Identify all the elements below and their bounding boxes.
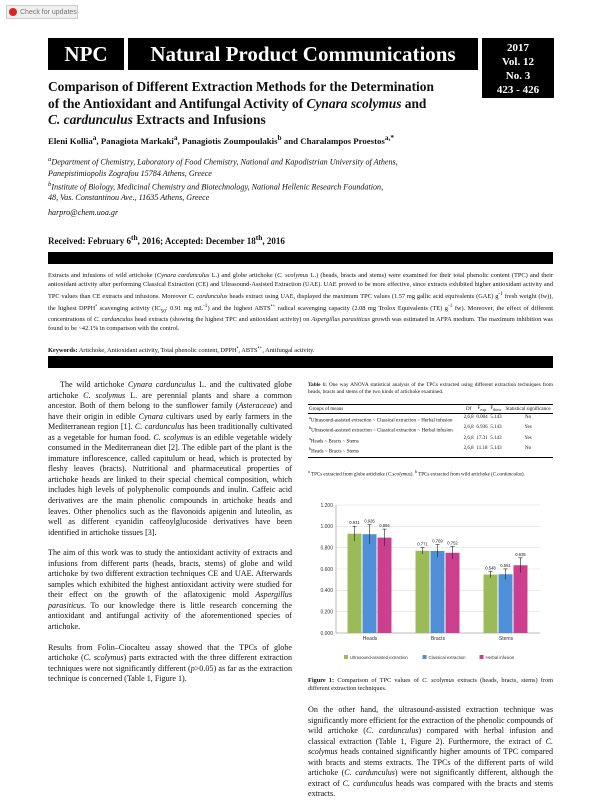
issue-volume: Vol. 12 [502,56,534,68]
y-tick-label: 0.200 [320,609,333,616]
table1-caption: Table 1: One way ANOVA statistical analysis of the TPCs extracted using different extraction techniques from heads, bracts and stems of the two kinds of artichoke examined. [308,382,553,395]
paragraph-comparison: On the other hand, the ultrasound-assisted extraction technique was significantly more efficient for the extraction of the phenolic compounds of wild artichoke (C. cardunculus) compared with herbal infusion and classical extraction (Table 1, Figure 2). Furthermore, the extract of C. scolymus heads contained significantly higher amounts of TPC compared with bracts and stems extracts. The TPCs of the different parts of wild artichoke (C. cardunculus) were not significantly different, although the extract of C. cardunculus heads was compared with the bracts and stems extracts. [308,705,553,799]
data-label: 0.894 [379,523,390,529]
npc-logo: NPC [48,38,124,70]
y-tick-label: 0.800 [320,545,333,552]
x-tick-label: Heads [362,636,378,642]
table1-header: $F_{theor}$ [490,406,502,412]
issue-pages: 423 - 426 [496,84,540,96]
figure1-caption: Figure 1: Comparison of TPC values of C. scolymus extracts (heads, bracts, stems) from different extraction techniques. [308,677,554,692]
journal-name: Natural Product Communications [128,38,478,70]
paragraph-intro: The wild artichoke Cynara cardunculus L. and the cultivated globe artichoke C. scolymus L. are perennial plants and share a common ancestor. Both of them belong to the sunflower family (Asteraceae) and have their origin in edible Cynara cultivars used by early farmers in the Mediterranean region [1]. C. cardunculus has been traditionally cultivated as a vegetable for human food. C. scolymus is an edible vegetable widely consumed in the Mediterranean diet [2]. The edible part of the plant is the immature inflorescence, called capitulum or head, which is protected by fleshy leaves (bracts). Nutritional and pharmaceutical properties of artichoke heads are linked to their special chemical composition, which includes high levels of polyphenolic compounds and inulin. Caffeic acid derivatives are the main phenolic compounds in artichoke heads and leaves. Other phenolics such as the flavonoids apigenin and luteolin, as well as different cyanidin caffeoylglucoside derivatives have been identified in artichoke tissues [3]. [48,380,293,537]
y-tick-label: 0.000 [320,630,333,637]
y-tick-label: 0.400 [320,588,333,595]
table1-header: Df [462,405,475,414]
issue-year: 2017 [507,42,529,54]
y-tick-label: 1.000 [320,524,333,531]
data-label: 0.926 [364,518,375,524]
y-tick-label: 0.600 [320,566,333,573]
body-right-column [308,705,553,800]
issue-number: No. 3 [505,70,531,82]
data-label: 0.771 [417,541,428,547]
paragraph-results: Results from Folin–Ciocalteu assay showed that the TPCs of globe artichoke (C. scolymus) parts extracted with the three different extraction techniques were not significantly different (p>0.05) as far as the extraction technique is concerned (Table 1, Figure 1). [48,642,292,684]
legend-label: Ultrasound-assisted extraction [350,655,408,660]
abstract-top-rule [48,252,553,264]
bar [484,575,498,633]
bar [348,534,362,633]
data-label: 0.635 [515,551,526,557]
paragraph-aim: The aim of this work was to study the antioxidant activity of extracts and infusions from different parts (heads, bracts, stems) of globe and wild artichoke by two different extraction techniques CE and UAE. Afterwards samples which exhibited the highest antioxidant activity were studied for their effect on the growth of the aflatoxigenic mold Aspergillus parasiticus. To our knowledge there is little research concerning the antioxidant and antifungal activity of the aforementioned species of artichoke. [48,548,292,632]
contact-email[interactable]: harpro@chem.uoa.gr [48,208,119,217]
table1 [308,404,553,458]
x-tick-label: Stems [498,636,514,642]
table-row: $^a$Ultrasound-assisted extraction ~ Classical extraction ~ Herbal infusion 2,6,8 0.004 5.143 No [309,414,532,424]
bar [416,551,430,633]
check-for-updates-badge[interactable]: Check for updates [6,5,78,19]
data-label: 0.752 [447,540,458,546]
table-row: $^b$Heads ~ Bracts ~ Stems 2,6,8 11.18 5.143 No [308,446,553,457]
bar [378,538,392,633]
bar [514,565,528,633]
bar [499,574,513,633]
issue-info [482,38,554,98]
abstract: Extracts and infusions of wild artichoke (Cynara cardunculus L.) and globe artichoke (C. scolymus L.) (heads, bracts and stems) were examined for their total phenolic content (TPC) and their antioxidant activity after performing Classical Extraction (CE) and Ultrasound-Assisted Extraction (UAE). UAE proved to be more effective, since extracts exhibited higher antioxidant activity and TPC values than CE extracts and infusions. Moreover C. cardunculus heads extract using UAE, displayed the maximum TPC values (1.57 mg gallic acid equivalents (GAE) $g^{-1}$ fresh weight (fw)), the highest DPPH• scavenging activity ($IC_{50}$: 0.91 mg $mL^{-1}$) and the highest ABTS•+ radical scavenging capacity (2.08 mg Trolox Equivalents (TE) $g^{-1}$ fw). Moreover, the effect of different concentrations of C. cardunculus head extracts (showing the highest TPC and antioxidant activity) on Aspergillus parasiticus growth was estimated in AFPA medium. The maximum inhibition was found to be ~42.1% in comparison with the control. [48,272,554,333]
keywords: Keywords: Artichoke, Antioxidant activity, Total phenolic content, DPPH•, ABTS•+, Antifungal activity. [48,345,315,355]
abstract-bottom-rule [48,356,553,368]
legend-swatch [423,655,427,659]
legend-swatch [480,655,484,659]
table1-header: Groups of means [308,405,462,414]
data-label: 0.551 [500,562,511,568]
bar [363,534,377,633]
x-tick-label: Bracts [430,636,446,642]
article-title: Comparison of Different Extraction Methods for the Determination of the Antioxidant and Antifungal Activity of Cynara scolymus and C. cardunculus Extracts and Infusions [48,79,434,127]
table-row: $^b$Ultrasound-assisted extraction ~ Classical extraction ~ Herbal infusion 2,6,8 6.936 5.143 Yes [309,425,532,434]
author-list: Eleni Kollia$^a$, Panagiota Markaki$^a$, Panagiotis Zoumpoulakis$^b$ and Charalampos Proestos$^{a,*}$ [48,133,395,146]
legend-label: Classical extraction [428,655,466,660]
bar [431,551,445,633]
figure1-chart [308,493,553,675]
update-icon [9,8,17,16]
body-left-column [48,380,292,695]
legend-swatch [344,655,348,659]
table1-header: $F_{exp}$ [475,405,489,414]
data-label: 0.769 [432,538,443,544]
bar [446,553,460,633]
legend-label: Herbal infusion [485,655,515,660]
received-dates: Received: February 6th, 2016; Accepted: December 18th, 2016 [48,233,285,246]
data-label: 0.548 [485,565,496,571]
table1-footnote: $^a$ TPCs extracted from globe artichoke (C.scolymus). $^b$ TPCs extracted from wild artichoke (C.cardunculus). [308,469,525,478]
y-tick-label: 1.200 [320,502,333,509]
table-row: $^a$Heads ~ Bracts ~ Stems 2,6,8 17.31 5.143 Yes [309,435,532,445]
affiliations: $^a$Department of Chemistry, Laboratory of Food Chemistry, National and Kapodistrian University of Athens, Panepistimiopolis Zografou 15784 Athens, Greece $^b$Institute of Biology, Medicinal Chemistry and Biotechnology, National Hellenic Research Foundation, 48, Vas. Constantinou Ave., 11635 Athens, Greece [48,156,398,203]
table1-header: Statistical significance [503,405,553,414]
data-label: 0.931 [349,520,360,526]
